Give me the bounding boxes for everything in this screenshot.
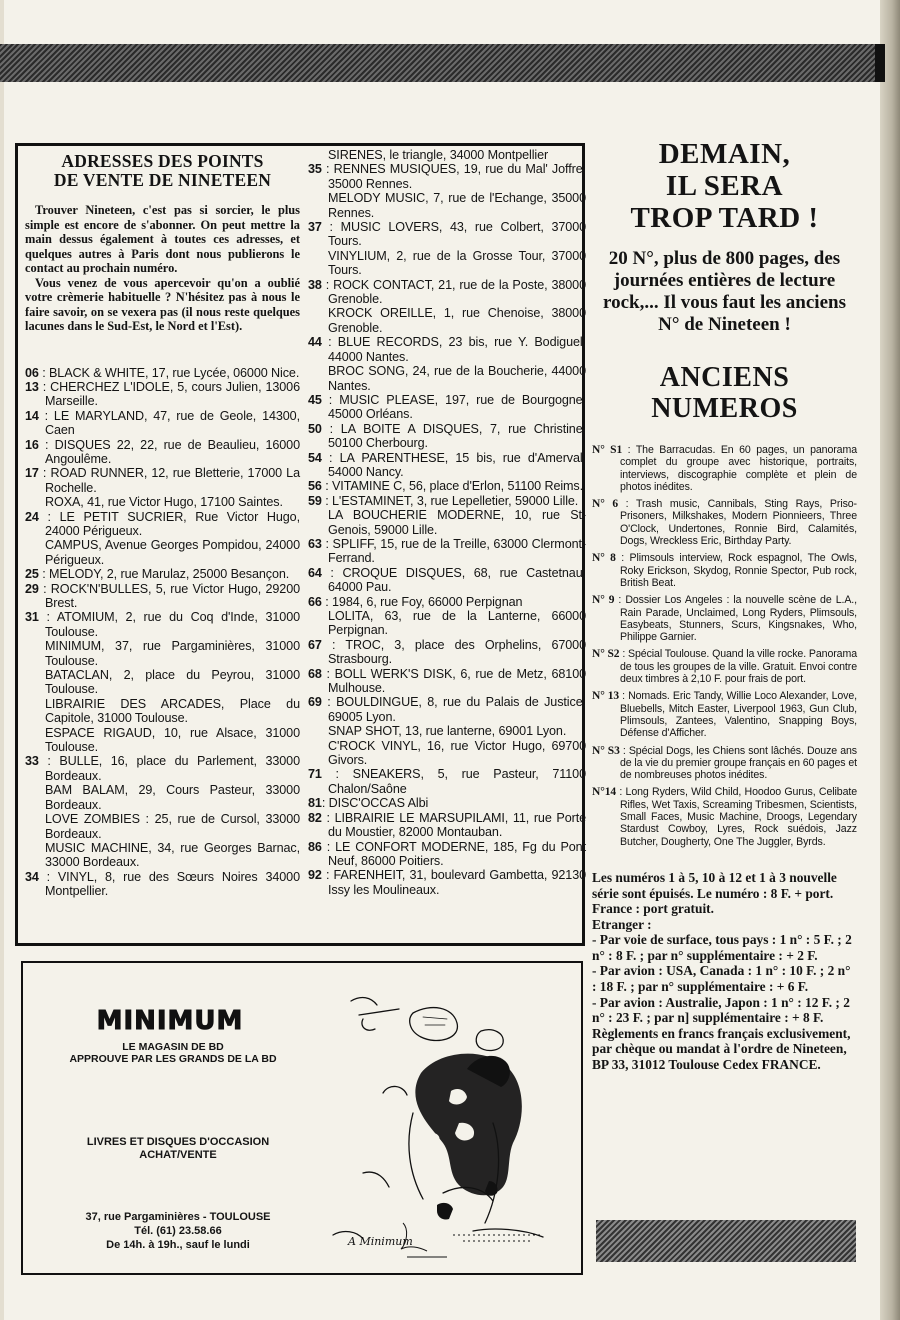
shop-address: ESPACE RIGAUD, 10, rue Alsace, 31000 Toulouse. bbox=[45, 725, 300, 755]
ad-phone: Tél. (61) 23.58.66 bbox=[134, 1225, 222, 1237]
shop-address: : LA PARENTHESE, 15 bis, rue d'Amerval, 54000 Nancy. bbox=[321, 450, 586, 479]
shop-address: : CHERCHEZ L'IDOLE, 5, cours Julien, 13006 Marseille. bbox=[38, 379, 300, 409]
address-entry bbox=[25, 812, 300, 841]
shop-address: BAM BALAM, 29, Cours Pasteur, 33000 Bordeaux. bbox=[45, 783, 300, 812]
addresses-intro-paragraph-1: Trouver Nineteen, c'est pas si sorcier, le plus simple est encore de s'abonner. On peut mettre la main dessus également à toutes ces adresses, et quelques autres à Paris dont nous publierons le contact au prochain numéro. bbox=[25, 203, 300, 275]
ad-tagline-line1: LE MAGASIN DE BD bbox=[122, 1041, 224, 1053]
addresses-intro-paragraph-2: Vous venez de vous apercevoir qu'on a oublié votre crèmerie habituelle ? N'hésitez pas à nous le faire savoir, on se vexera pas (il nous reste quelques lacunes dans le Sud-Est, le Nord et l'Est). bbox=[25, 275, 300, 333]
shop-address: : VINYL, 8, rue des Sœurs Noires 34000 Montpellier. bbox=[38, 869, 300, 899]
shop-address: : ROCK'N'BULLES, 5, rue Victor Hugo, 29200 Brest. bbox=[38, 581, 300, 610]
department-number: 67 bbox=[308, 637, 322, 652]
address-entry bbox=[308, 767, 586, 796]
department-number: 16 bbox=[25, 437, 39, 452]
issue-contents: : Dossier Los Angeles : la nouvelle scène de L.A., Rain Parade, Unclaimed, Long Ryders, Plimsouls, Easybeats, Stunners, Scurs, Kingsnakes, Who, Philippe Garnier. bbox=[614, 594, 857, 644]
department-number: 35 bbox=[308, 162, 322, 177]
address-entry bbox=[308, 220, 586, 249]
address-entry bbox=[25, 870, 300, 899]
address-entry bbox=[308, 494, 586, 508]
bottom-halftone-band bbox=[596, 1220, 856, 1262]
address-entry bbox=[308, 148, 586, 162]
promo-headline-line1: DEMAIN, bbox=[658, 138, 791, 170]
shop-address: C'ROCK VINYL, 16, rue Victor Hugo, 69700 Givors. bbox=[328, 738, 586, 768]
issue-contents: : The Barracudas. En 60 pages, un panorama complet du groupe avec historique, portraits, interviews, discographie complète et plein de photos inédites. bbox=[620, 444, 857, 493]
promo-subheadline: 20 N°, plus de 800 pages, des journées entières de lecture rock,... Il vous faut les anciens N° de Nineteen ! bbox=[603, 248, 846, 335]
shop-address: SNAP SHOT, 13, rue lanterne, 69001 Lyon. bbox=[328, 724, 567, 739]
ad-services-line1: LIVRES ET DISQUES D'OCCASION bbox=[86, 1136, 270, 1148]
address-entry bbox=[25, 567, 300, 581]
address-entry bbox=[308, 667, 586, 696]
address-entry bbox=[25, 754, 300, 783]
order-line: - Par avion : USA, Canada : 1 n° : 10 F. ; 2 n° : 18 F. ; par n° supplémentaire : + 6 F. bbox=[592, 963, 851, 995]
address-entry bbox=[308, 609, 586, 638]
order-line: Etranger : bbox=[592, 916, 652, 932]
department-number: 66 bbox=[308, 594, 322, 609]
address-entry bbox=[25, 538, 300, 567]
back-issue-entry bbox=[592, 745, 857, 782]
issue-number: N° 6 bbox=[592, 498, 618, 511]
address-entry bbox=[308, 724, 586, 738]
address-entry bbox=[308, 479, 586, 493]
shop-address: : ROCK CONTACT, 21, rue de la Poste, 38000 Grenoble. bbox=[321, 277, 586, 307]
issue-number: N°14 bbox=[592, 786, 617, 799]
shop-address: LA BOUCHERIE MODERNE, 10, rue St-Genois, 59000 Lille. bbox=[328, 508, 586, 537]
department-number: 24 bbox=[25, 509, 39, 524]
address-entry bbox=[308, 638, 586, 667]
ad-tagline bbox=[43, 1041, 303, 1065]
address-entry bbox=[308, 191, 586, 220]
ad-services bbox=[63, 1136, 293, 1162]
ad-hours: De 14h. à 19h., sauf le lundi bbox=[106, 1239, 250, 1251]
back-issues-column bbox=[592, 138, 857, 1073]
addresses-right-column bbox=[308, 148, 586, 897]
back-issue-entry bbox=[592, 786, 857, 847]
shop-address: : DISC'OCCAS Albi bbox=[321, 796, 429, 811]
shop-address: : RENNES MUSIQUES, 19, rue du Mal' Joffre, 35000 Rennes. bbox=[321, 162, 586, 191]
issue-number: N° 13 bbox=[592, 690, 620, 703]
shop-address: : MUSIC LOVERS, 43, rue Colbert, 37000 Tours. bbox=[321, 220, 586, 249]
minimum-logo: MINIMUM bbox=[96, 1006, 244, 1036]
department-number: 37 bbox=[308, 220, 322, 235]
shop-address: MUSIC MACHINE, 34, rue Georges Barnac, 33000 Bordeaux. bbox=[45, 840, 300, 870]
back-issues-title bbox=[592, 362, 857, 424]
address-entry bbox=[308, 695, 586, 724]
back-issue-entry bbox=[592, 444, 857, 493]
address-entry bbox=[25, 380, 300, 409]
order-line: - Par voie de surface, tous pays : 1 n° : 5 F. ; 2 n° : 8 F. ; par n° supplémentaire : + 2 F. bbox=[592, 932, 852, 963]
address-entry bbox=[308, 739, 586, 768]
department-number: 29 bbox=[25, 581, 39, 596]
address-entry bbox=[308, 451, 586, 480]
ad-tagline-line2: APPROUVE PAR LES GRANDS DE LA BD bbox=[69, 1053, 277, 1065]
shop-address: : TROC, 3, place des Orphelins, 67000 Strasbourg. bbox=[321, 637, 586, 667]
addresses-left-column bbox=[25, 152, 300, 899]
department-number: 63 bbox=[308, 536, 322, 551]
back-issue-entry bbox=[592, 552, 857, 589]
address-entry bbox=[25, 495, 300, 509]
address-entry bbox=[25, 510, 300, 539]
issue-contents: : Trash music, Cannibals, Sting Rays, Priso-Prisoners, Milkshakes, Modern Pionnieers, Three O'Clock, Undertones, Ronnie Bird, Calamités, Dogs, Wreckless Eric, Birthday Party. bbox=[617, 498, 857, 548]
address-entry bbox=[25, 639, 300, 668]
shop-address: : MUSIC PLEASE, 197, rue de Bourgogne, 45000 Orléans. bbox=[321, 392, 586, 422]
shop-address: : CROQUE DISQUES, 68, rue Castetnau, 64000 Pau. bbox=[321, 565, 586, 595]
back-issues-title-line1: ANCIENS bbox=[659, 362, 790, 393]
issue-number: N° S2 bbox=[592, 648, 620, 661]
department-number: 45 bbox=[308, 392, 322, 407]
back-issue-entry bbox=[592, 648, 857, 685]
issue-contents: : Long Ryders, Wild Child, Hoodoo Gurus, Celibate Rifles, Wet Taxis, Screaming Tribesmen, Scientists, Small Faces, Music Machine, Droogs, Legendary Stardust Cowboy, Lyres, Rock suédois, Jazz Butcher, Dougherty, One The Juggler, Byrds. bbox=[616, 786, 857, 848]
page-left-edge bbox=[0, 0, 4, 1320]
address-entry bbox=[308, 249, 586, 278]
department-number: 56 bbox=[308, 479, 322, 494]
address-entry bbox=[25, 438, 300, 467]
shop-address: : BLUE RECORDS, 23 bis, rue Y. Bodiguel, 44000 Nantes. bbox=[321, 335, 586, 364]
back-issues-list bbox=[592, 444, 857, 848]
shop-address: : LE MARYLAND, 47, rue de Geole, 14300, Caen bbox=[38, 408, 300, 438]
address-entry bbox=[25, 697, 300, 726]
department-number: 44 bbox=[308, 335, 322, 350]
back-issues-title-line2: NUMEROS bbox=[651, 393, 798, 424]
addresses-intro bbox=[25, 203, 300, 334]
department-number: 69 bbox=[308, 695, 322, 710]
shop-address: : ATOMIUM, 2, rue du Coq d'Inde, 31000 Toulouse. bbox=[38, 610, 300, 639]
shop-address: LOLITA, 63, rue de la Lanterne, 66000 Perpignan. bbox=[328, 609, 586, 638]
department-number: 68 bbox=[308, 666, 322, 681]
shop-address: : LE CONFORT MODERNE, 185, Fg du Pont Neuf, 86000 Poitiers. bbox=[321, 839, 586, 868]
shop-address: : BULLE, 16, place du Parlement, 33000 Bordeaux. bbox=[38, 754, 300, 783]
comic-sketch-illustration bbox=[303, 973, 573, 1273]
address-entry bbox=[25, 783, 300, 812]
department-number: 13 bbox=[25, 379, 39, 394]
issue-contents: : Nomads. Eric Tandy, Willie Loco Alexander, Love, Bluebells, Mitch Easter, Liverpool 1963, Gun Club, Plimsouls, Zantees, Valentino, Snapping Boys, Défense d'Afficher. bbox=[619, 690, 858, 740]
shop-address: : LIBRAIRIE LE MARSUPILAMI, 11, rue Porte du Moustier, 82000 Montauban. bbox=[321, 810, 586, 840]
department-number: 25 bbox=[25, 567, 39, 582]
addresses-box bbox=[15, 143, 585, 946]
promo-headline-line2: IL SERA bbox=[665, 170, 784, 202]
addresses-title-line1: ADRESSES DES POINTS bbox=[61, 151, 264, 171]
shop-address: ROXA, 41, rue Victor Hugo, 17100 Saintes. bbox=[45, 495, 283, 510]
shop-address: : 1984, 6, rue Foy, 66000 Perpignan bbox=[321, 594, 523, 609]
address-entry bbox=[25, 610, 300, 639]
shop-address: : LA BOITE A DISQUES, 7, rue Christine, 50100 Cherbourg. bbox=[321, 421, 586, 451]
issue-number: N° S1 bbox=[592, 444, 623, 456]
address-entry bbox=[308, 840, 586, 869]
back-issue-entry bbox=[592, 690, 857, 739]
minimum-advertisement bbox=[21, 961, 583, 1275]
shop-address: : VITAMINE C, 56, place d'Erlon, 51100 Reims. bbox=[321, 479, 584, 494]
department-number: 34 bbox=[25, 869, 39, 884]
shop-address: : SPLIFF, 15, rue de la Treille, 63000 Clermont-Ferrand. bbox=[321, 536, 586, 566]
shop-address: : BOLL WERK'S DISK, 6, rue de Metz, 68100 Mulhouse. bbox=[321, 666, 586, 696]
shop-address: VINYLIUM, 2, rue de la Grosse Tour, 37000 Tours. bbox=[328, 248, 586, 278]
shop-address: : BOULDINGUE, 8, rue du Palais de Justice, 69005 Lyon. bbox=[321, 695, 586, 724]
order-line: Les numéros 1 à 5, 10 à 12 et 1 à 3 nouvelle série sont épuisés. Le numéro : 8 F. + port. bbox=[592, 869, 837, 901]
address-entry bbox=[308, 595, 586, 609]
department-number: 92 bbox=[308, 868, 322, 883]
shop-address: : SNEAKERS, 5, rue Pasteur, 71100 Chalon/Saône bbox=[321, 767, 586, 796]
back-issue-entry bbox=[592, 498, 857, 547]
address-entry bbox=[308, 566, 586, 595]
address-entry bbox=[308, 868, 586, 897]
back-issue-entry bbox=[592, 594, 857, 643]
shop-address: LOVE ZOMBIES : 25, rue de Cursol, 33000 Bordeaux. bbox=[45, 812, 300, 841]
department-number: 38 bbox=[308, 277, 322, 292]
shop-address: : L'ESTAMINET, 3, rue Lepelletier, 59000 Lille. bbox=[321, 493, 579, 508]
issue-contents: : Spécial Dogs, les Chiens sont lâchés. Douze ans de la vie du premier groupe français en 60 pages et de nombreuses photos inédites. bbox=[619, 744, 857, 782]
addresses-title bbox=[25, 152, 300, 190]
ad-address: 37, rue Pargaminières - TOULOUSE bbox=[85, 1211, 271, 1223]
issue-number: N° 8 bbox=[592, 552, 616, 565]
shop-address: KROCK OREILLE, 1, rue Chenoise, 38000 Grenoble. bbox=[328, 306, 586, 335]
address-entry bbox=[25, 582, 300, 611]
shop-address: : MELODY, 2, rue Marulaz, 25000 Besançon. bbox=[38, 567, 290, 582]
address-entry bbox=[25, 841, 300, 870]
address-entry bbox=[25, 466, 300, 495]
address-entry bbox=[25, 668, 300, 697]
page-binding-edge bbox=[880, 0, 900, 1320]
order-line: France : port gratuit. bbox=[592, 901, 714, 917]
promo-headline-line3: TROP TARD ! bbox=[630, 202, 819, 234]
shop-address: BATACLAN, 2, place du Peyrou, 31000 Toulouse. bbox=[45, 668, 300, 697]
order-information bbox=[592, 870, 857, 1073]
department-number: 82 bbox=[308, 810, 322, 825]
order-line: - Par avion : Australie, Japon : 1 n° : 12 F. ; 2 n° : 23 F. ; par n] supplémentaire : + 8 F. Règlements en francs français exclusivement, par chèque ou mandat à l'ordre de Nineteen, BP 33, 31012 Toulouse Cedex FRANCE. bbox=[592, 994, 851, 1073]
department-number: 06 bbox=[25, 365, 39, 380]
top-halftone-band bbox=[0, 44, 885, 82]
department-number: 54 bbox=[308, 450, 322, 465]
issue-contents: : Spécial Toulouse. Quand la ville rocke. Panorama de tous les groupes de la ville. Gratuit. Envoi contre deux timbres à 2,10 F. pour frais de port. bbox=[619, 648, 857, 686]
shop-address: SIRENES, le triangle, 34000 Montpellier bbox=[328, 148, 549, 162]
department-number: 50 bbox=[308, 421, 322, 436]
department-number: 86 bbox=[308, 839, 322, 854]
address-entry bbox=[308, 508, 586, 537]
address-entry bbox=[25, 409, 300, 438]
department-number: 17 bbox=[25, 466, 39, 481]
address-entry bbox=[25, 366, 300, 380]
address-entry bbox=[308, 278, 586, 307]
department-number: 33 bbox=[25, 754, 39, 769]
issue-number: N° 9 bbox=[592, 594, 615, 607]
address-entry bbox=[308, 796, 586, 810]
shop-address: : ROAD RUNNER, 12, rue Bletterie, 17000 La Rochelle. bbox=[38, 466, 300, 495]
address-entry bbox=[25, 726, 300, 755]
addresses-list-right bbox=[308, 148, 586, 897]
addresses-title-line2: DE VENTE DE NINETEEN bbox=[53, 170, 272, 190]
shop-address: BROC SONG, 24, rue de la Boucherie, 44000 Nantes. bbox=[328, 364, 586, 393]
department-number: 81 bbox=[308, 796, 322, 811]
shop-address: : LE PETIT SUCRIER, Rue Victor Hugo, 24000 Périgueux. bbox=[38, 509, 300, 538]
shop-address: LIBRAIRIE DES ARCADES, Place du Capitole, 31000 Toulouse. bbox=[45, 696, 300, 726]
shop-address: MELODY MUSIC, 7, rue de l'Echange, 35000 Rennes. bbox=[328, 191, 586, 220]
issue-contents: : Plimsouls interview, Rock espagnol, The Owls, Roky Erickson, Skydog, Ronnie Spector, Pub rock, British Beat. bbox=[615, 552, 857, 589]
address-entry bbox=[308, 393, 586, 422]
shop-address: : DISQUES 22, 22, rue de Beaulieu, 16000 Angoulême. bbox=[38, 437, 300, 466]
shop-address: MINIMUM, 37, rue Pargaminières, 31000 Toulouse. bbox=[45, 639, 300, 668]
department-number: 71 bbox=[308, 767, 322, 782]
issue-number: N° S3 bbox=[592, 744, 620, 757]
addresses-list-left bbox=[25, 366, 300, 899]
address-entry bbox=[308, 811, 586, 840]
ad-services-line2: ACHAT/VENTE bbox=[139, 1149, 217, 1161]
ad-contact bbox=[68, 1210, 288, 1252]
address-entry bbox=[308, 335, 586, 364]
department-number: 64 bbox=[308, 565, 322, 580]
shop-address: CAMPUS, Avenue Georges Pompidou, 24000 Périgueux. bbox=[45, 538, 300, 567]
department-number: 14 bbox=[25, 408, 39, 423]
promo-headline bbox=[592, 138, 857, 234]
address-entry bbox=[308, 306, 586, 335]
address-entry bbox=[308, 364, 586, 393]
shop-address: : FARENHEIT, 31, boulevard Gambetta, 92130 Issy les Moulineaux. bbox=[321, 868, 586, 897]
address-entry bbox=[308, 422, 586, 451]
address-entry bbox=[308, 162, 586, 191]
ad-signature: A Minimum bbox=[348, 1235, 413, 1248]
shop-address: : BLACK & WHITE, 17, rue Lycée, 06000 Nice. bbox=[38, 365, 300, 380]
address-entry bbox=[308, 537, 586, 566]
department-number: 59 bbox=[308, 493, 322, 508]
department-number: 31 bbox=[25, 610, 39, 625]
